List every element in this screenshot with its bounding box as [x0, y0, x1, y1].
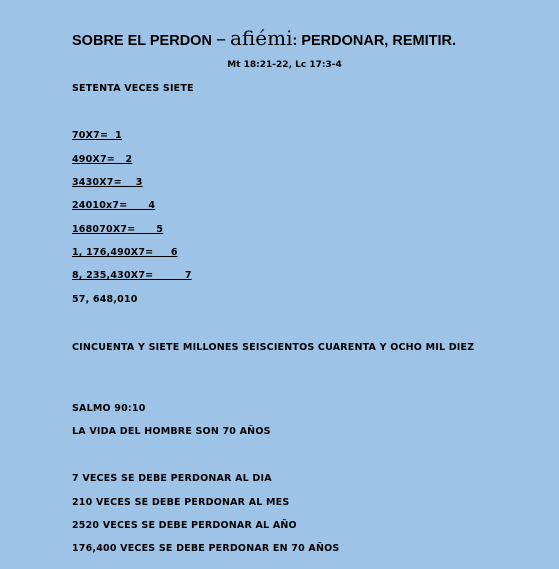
title-dash: –: [215, 26, 226, 50]
life-span-statement: LA VIDA DEL HOMBRE SON 70 AÑOS: [72, 426, 271, 437]
fact-line-3: 2520 VECES SE DEBE PERDONAR AL AÑO: [72, 520, 297, 531]
scripture-reference: Mt 18:21-22, Lc 17:3-4: [227, 60, 342, 70]
total-in-words: CINCUENTA Y SIETE MILLONES SEISCIENTOS CUARENTA Y OCHO MIL DIEZ: [72, 342, 475, 353]
calc-line-3: 3430X7= 3: [72, 177, 143, 188]
fact-line-1: 7 VECES SE DEBE PERDONAR AL DIA: [72, 473, 272, 484]
calc-line-7: 8, 235,430X7= 7: [72, 270, 192, 281]
title-suffix: : PERDONAR, REMITIR.: [292, 33, 456, 49]
title-prefix: SOBRE EL PERDON: [72, 33, 212, 49]
title-greek-word: afiémi: [230, 26, 293, 50]
calc-total: 57, 648,010: [72, 294, 138, 305]
section-heading: SETENTA VECES SIETE: [72, 83, 194, 94]
calc-line-5: 168070X7= 5: [72, 224, 164, 235]
calc-line-4: 24010x7= 4: [72, 200, 156, 211]
fact-line-2: 210 VECES SE DEBE PERDONAR AL MES: [72, 497, 290, 508]
calc-line-1: 70X7= 1: [72, 130, 122, 141]
calc-line-6: 1, 176,490X7= 6: [72, 247, 178, 258]
fact-line-4: 176,400 VECES SE DEBE PERDONAR EN 70 AÑOS: [72, 543, 340, 554]
calc-line-2: 490X7= 2: [72, 154, 133, 165]
document-title: [72, 26, 492, 50]
psalm-reference: SALMO 90:10: [72, 403, 146, 414]
